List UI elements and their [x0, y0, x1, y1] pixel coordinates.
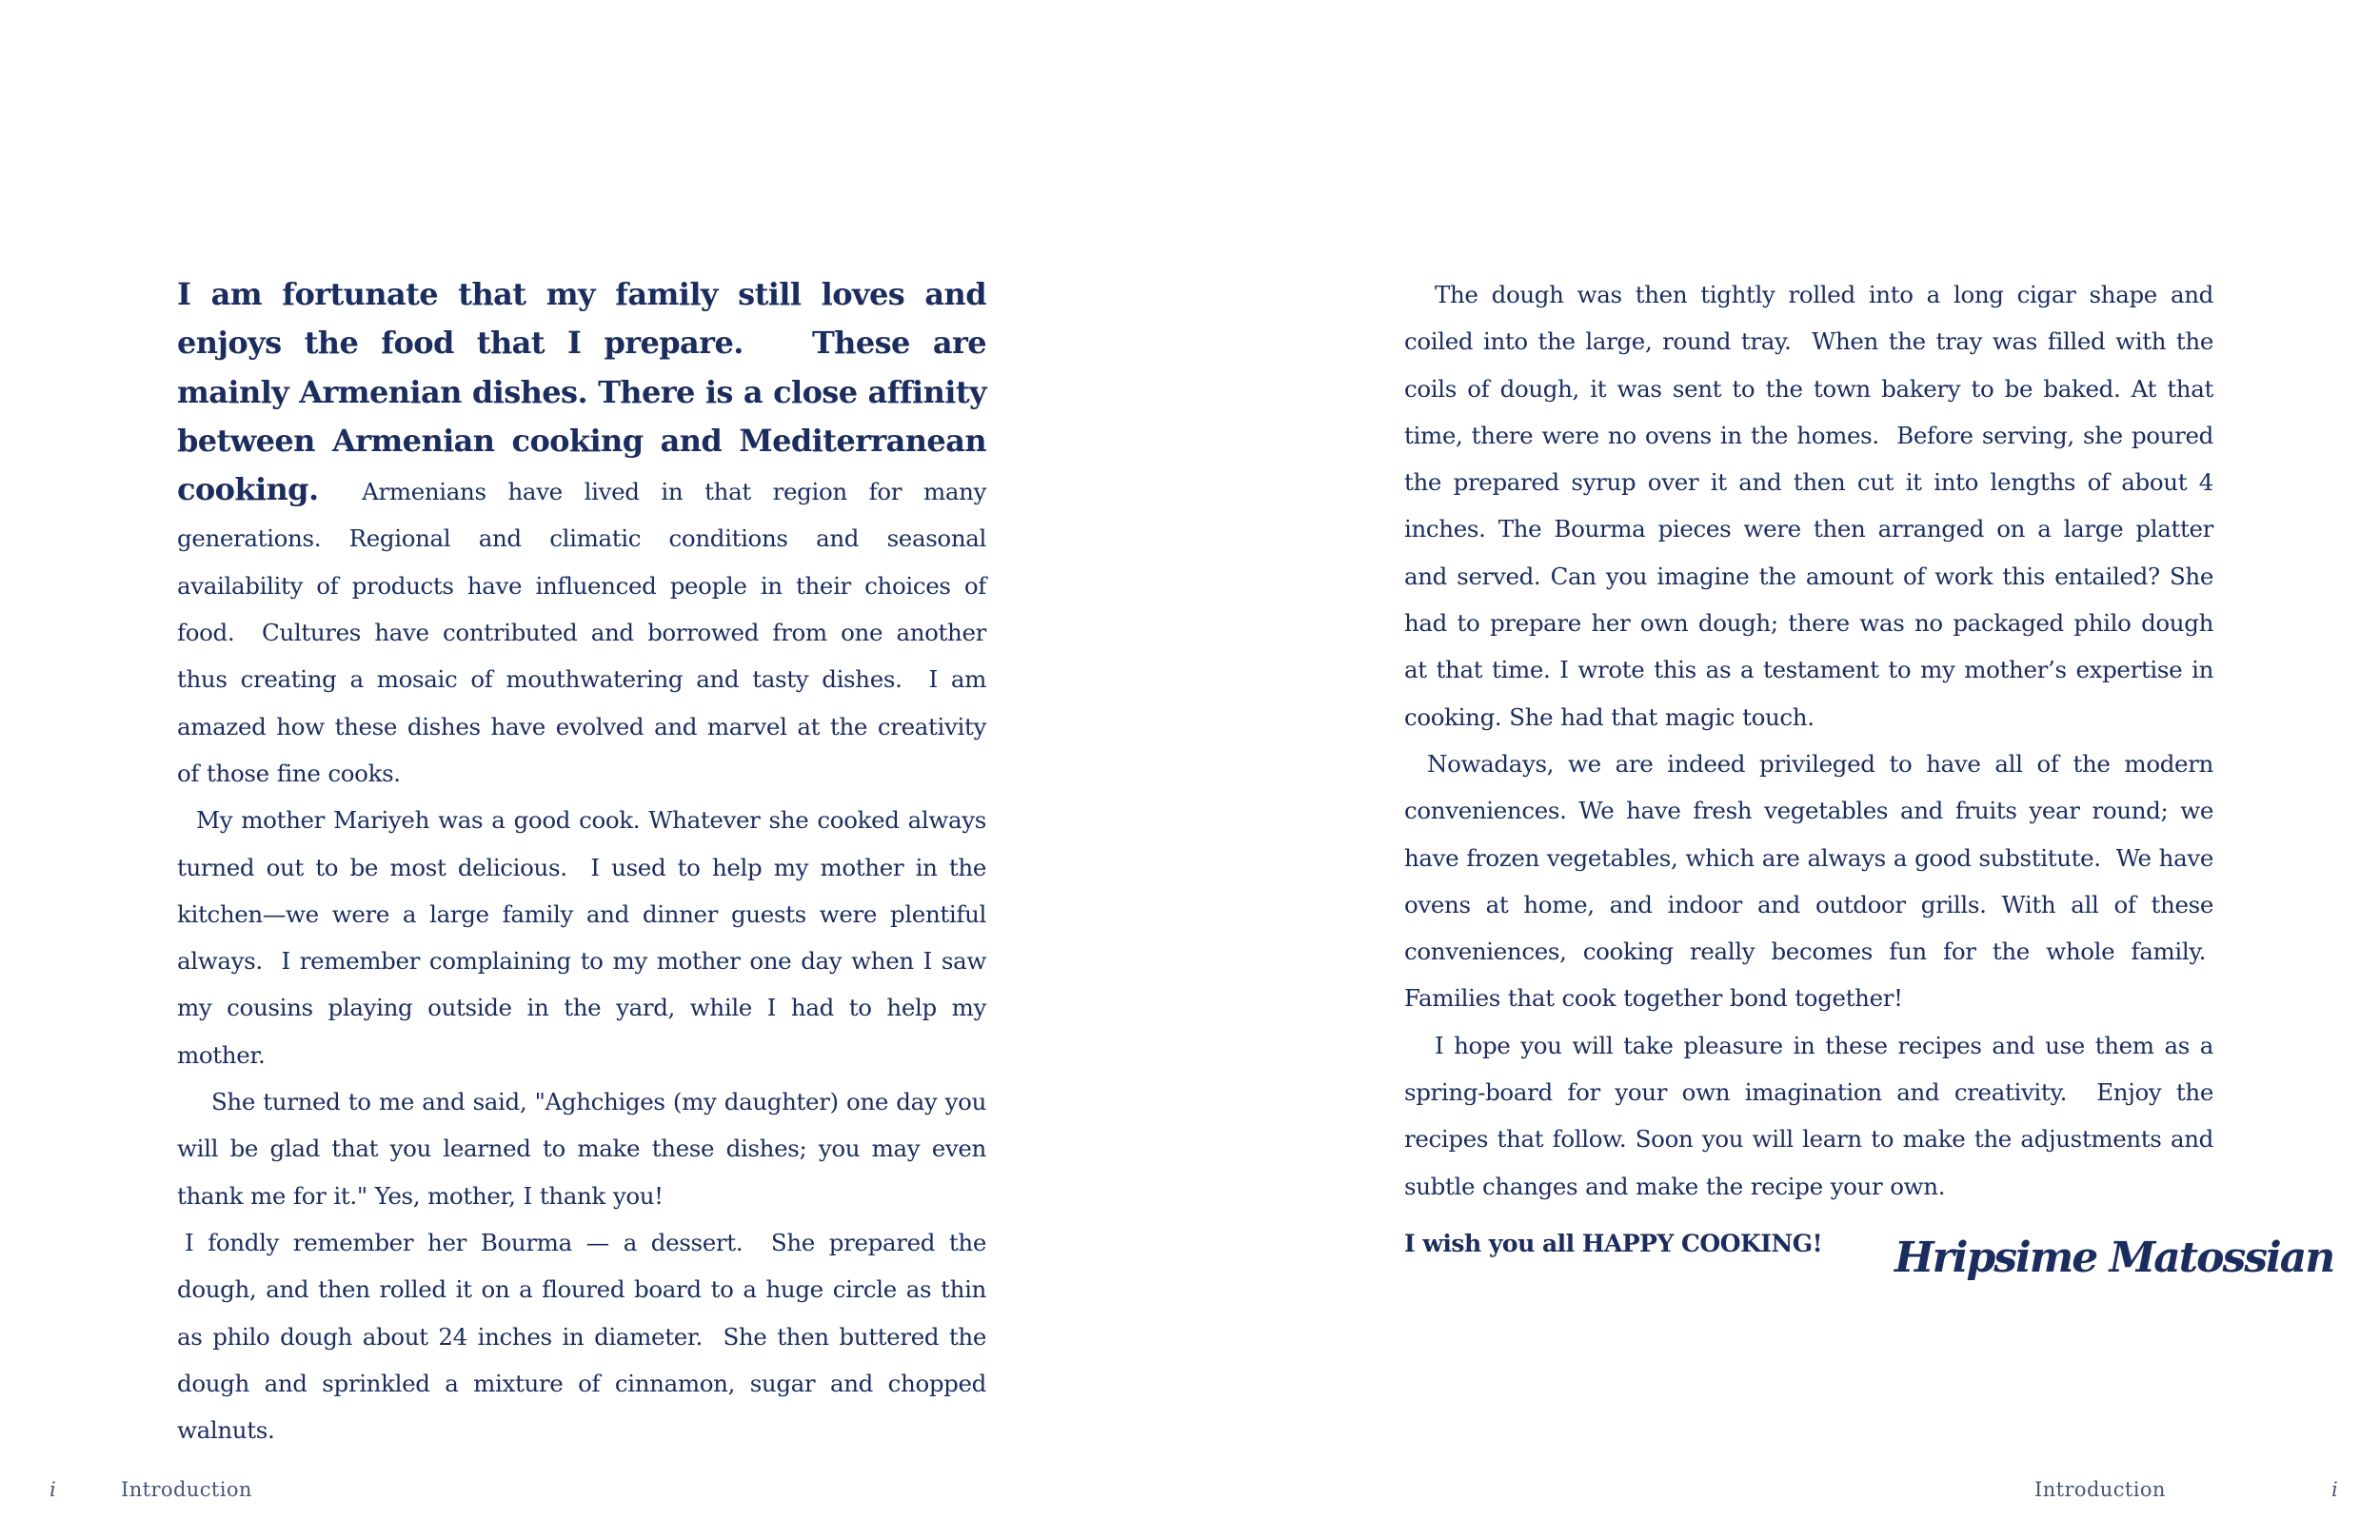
- signature-graphic: [1885, 1218, 2334, 1294]
- intro-paragraph: [177, 271, 986, 797]
- nowadays-paragraph: Nowadays, we are indeed privileged to have all of the modern conveniences. We have fresh vegetables and fruits year round; we have frozen vegetables, which are always a good substitute. We have ovens at home, and indoor and outdoor grills. With all of these conveniences, cooking really becomes fun for the whole family. Families that cook together bond together!: [1404, 749, 2213, 1013]
- running-footer-right: Introduction: [2034, 1478, 2166, 1501]
- left-text-column: [177, 271, 986, 1453]
- author-signature: [1885, 1218, 2334, 1294]
- page-number-left: i: [50, 1478, 57, 1501]
- page-number-right: i: [2331, 1478, 2339, 1501]
- closing-line: I wish you all HAPPY COOKING!: [1404, 1229, 1823, 1257]
- dough-paragraph: The dough was then tightly rolled into a long cigar shape and coiled into the large, round tray. When the tray was filled with the coils of dough, it was sent to the town bakery to be baked. At that time, there were no ovens in the homes. Before serving, she poured the prepared syrup over it and then cut it into lengths of about 4 inches. The Bourma pieces were then arranged on a large platter and served. Can you imagine the amount of work this entailed? She had to prepare her own dough; there was no packaged philo dough at that time. I wrote this as a testament to my mother’s expertise in cooking. She had that magic touch.: [1404, 281, 2213, 731]
- mother-paragraph: My mother Mariyeh was a good cook. Whatever she cooked always turned out to be most delicious. I used to help my mother in the kitchen—we were a large family and dinner guests were plentiful always. I remember complaining to my mother one day when I saw my cousins playing outside in the yard, while I had to help my mother.: [177, 806, 986, 1069]
- intro-lead-text: I am fortunate that my family still loves and enjoys the food that I prepare. These are mainly Armenian dishes. There is a close affinity between Armenian cooking and Mediterranean cooking.: [177, 276, 986, 508]
- signature-text: Hripsime Matossian: [1894, 1234, 2334, 1282]
- running-footer-left: Introduction: [121, 1478, 252, 1501]
- bourma-paragraph: I fondly remember her Bourma — a dessert. She prepared the dough, and then rolled it on a floured board to a huge circle as thin as philo dough about 24 inches in diameter. She then buttered the dough and sprinkled a mixture of cinnamon, sugar and chopped walnuts.: [177, 1228, 986, 1445]
- right-text-column: [1404, 271, 2213, 1263]
- hope-paragraph: I hope you will take pleasure in these recipes and use them as a spring-board for your own imagination and creativity. Enjoy the recipes that follow. Soon you will learn to make the adjustments and subtle changes and make the recipe your own.: [1404, 1031, 2213, 1200]
- intro-body-text: Armenians have lived in that region for many generations. Regional and climatic conditions and seasonal availability of products have influenced people in their choices of food. Cultures have contributed and borrowed from one another thus creating a mosaic of mouthwatering and tasty dishes. I am amazed how these dishes have evolved and marvel at the creativity of those fine cooks.: [177, 478, 986, 787]
- daughter-paragraph: She turned to me and said, "Aghchiges (my daughter) one day you will be glad that you learned to make these dishes; you may even thank me for it." Yes, mother, I thank you!: [177, 1088, 986, 1210]
- right-page: [1190, 0, 2380, 1540]
